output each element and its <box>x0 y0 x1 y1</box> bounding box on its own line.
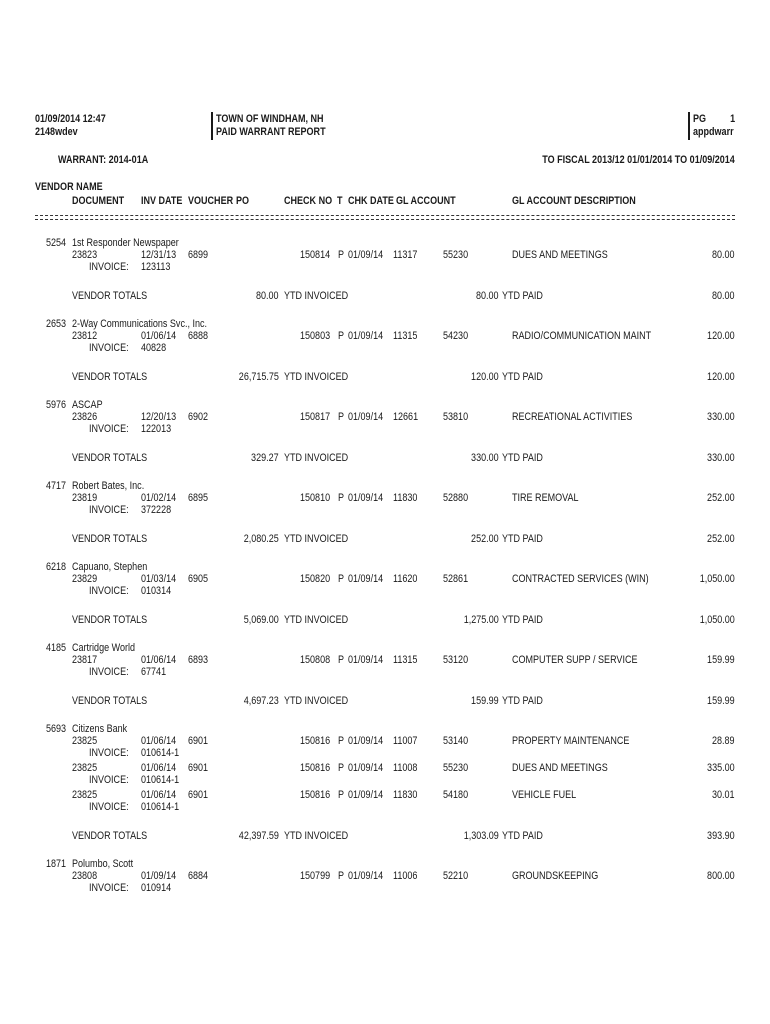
line-check-no: 150808 <box>300 654 331 666</box>
col-inv-date: INV DATE <box>141 195 183 207</box>
line-voucher: 6905 <box>188 573 209 585</box>
page-number: 1 <box>729 113 735 125</box>
ytd-paid-label: YTD PAID <box>502 371 543 383</box>
col-gl-description: GL ACCOUNT DESCRIPTION <box>512 195 636 207</box>
line-gl-account: 53120 <box>443 654 469 666</box>
line-amount: 28.89 <box>712 735 735 747</box>
line-gl-account: 52880 <box>443 492 469 504</box>
vendor-id: 5976 <box>46 399 67 411</box>
line-type: P <box>338 870 345 882</box>
invoice-number: 372228 <box>141 504 172 516</box>
invoice-number: 123113 <box>141 261 171 273</box>
line-gl-description: GROUNDSKEEPING <box>512 870 599 882</box>
line-voucher: 6893 <box>188 654 209 666</box>
program-id: appdwarr <box>693 126 734 138</box>
line-voucher: 6888 <box>188 330 209 342</box>
ytd-invoiced-label: YTD INVOICED <box>284 371 349 383</box>
line-inv-date: 01/09/14 <box>141 870 177 882</box>
col-document: DOCUMENT <box>72 195 125 207</box>
invoice-label: INVOICE: <box>89 666 129 678</box>
line-chk-date: 01/09/14 <box>348 762 384 774</box>
vendor-totals-label: VENDOR TOTALS <box>72 371 148 383</box>
line-check-no: 150816 <box>300 762 331 774</box>
line-inv-date: 01/03/14 <box>141 573 177 585</box>
line-document: 23825 <box>72 762 98 774</box>
line-document: 23823 <box>72 249 98 261</box>
ytd-invoiced-label: YTD INVOICED <box>284 695 349 707</box>
vendor-name: Polumbo, Scott <box>72 858 134 870</box>
ytd-invoiced-label: YTD INVOICED <box>284 533 349 545</box>
line-type: P <box>338 573 345 585</box>
line-document: 23817 <box>72 654 98 666</box>
line-gl-account: 53810 <box>443 411 469 423</box>
vendor-name: Robert Bates, Inc. <box>72 480 145 492</box>
line-gl-account: 55230 <box>443 762 469 774</box>
vendor-total-amount: 252.00 <box>707 533 735 545</box>
line-document: 23825 <box>72 735 98 747</box>
col-chk-date: CHK DATE <box>348 195 394 207</box>
ytd-paid-amount: 1,303.09 <box>463 830 499 842</box>
line-check-no: 150814 <box>300 249 331 261</box>
ytd-paid-amount: 1,275.00 <box>463 614 499 626</box>
line-gl-description: COMPUTER SUPP / SERVICE <box>512 654 638 666</box>
invoice-label: INVOICE: <box>89 585 129 597</box>
line-check-no: 150799 <box>300 870 331 882</box>
vendor-id: 4717 <box>46 480 67 492</box>
line-chk-extra: 11830 <box>393 789 418 801</box>
invoice-label: INVOICE: <box>89 504 129 516</box>
ytd-invoiced-amount: 4,697.23 <box>243 695 279 707</box>
line-type: P <box>338 789 345 801</box>
ytd-invoiced-amount: 42,397.59 <box>238 830 279 842</box>
line-inv-date: 12/31/13 <box>141 249 177 261</box>
vendor-id: 4185 <box>46 642 67 654</box>
invoice-label: INVOICE: <box>89 747 129 759</box>
line-amount: 30.01 <box>712 789 735 801</box>
line-amount: 1,050.00 <box>699 573 735 585</box>
invoice-number: 40828 <box>141 342 167 354</box>
ytd-invoiced-label: YTD INVOICED <box>284 830 349 842</box>
vendor-name: ASCAP <box>72 399 103 411</box>
line-voucher: 6902 <box>188 411 209 423</box>
line-check-no: 150816 <box>300 735 331 747</box>
invoice-label: INVOICE: <box>89 801 129 813</box>
line-type: P <box>338 654 345 666</box>
line-document: 23825 <box>72 789 98 801</box>
line-chk-date: 01/09/14 <box>348 573 384 585</box>
line-gl-account: 52210 <box>443 870 469 882</box>
line-amount: 330.00 <box>707 411 735 423</box>
warrant-id: WARRANT: 2014-01A <box>58 154 149 166</box>
line-amount: 80.00 <box>712 249 735 261</box>
invoice-number: 67741 <box>141 666 167 678</box>
line-gl-description: CONTRACTED SERVICES (WIN) <box>512 573 649 585</box>
vendor-name: Cartridge World <box>72 642 135 654</box>
vendor-id: 2653 <box>46 318 67 330</box>
line-gl-description: TIRE REMOVAL <box>512 492 579 504</box>
ytd-paid-label: YTD PAID <box>502 830 543 842</box>
invoice-number: 010614-1 <box>141 747 180 759</box>
ytd-invoiced-amount: 329.27 <box>251 452 279 464</box>
line-amount: 335.00 <box>707 762 735 774</box>
line-document: 23819 <box>72 492 98 504</box>
header-rule <box>35 215 735 220</box>
ytd-paid-amount: 159.99 <box>471 695 499 707</box>
line-inv-date: 01/06/14 <box>141 789 177 801</box>
vendor-id: 6218 <box>46 561 67 573</box>
header-divider-left <box>211 112 213 140</box>
line-gl-description: PROPERTY MAINTENANCE <box>512 735 630 747</box>
ytd-invoiced-amount: 5,069.00 <box>243 614 279 626</box>
vendor-id: 1871 <box>46 858 67 870</box>
vendor-total-amount: 159.99 <box>707 695 735 707</box>
line-document: 23812 <box>72 330 98 342</box>
col-check-no: CHECK NO <box>284 195 333 207</box>
line-chk-extra: 11006 <box>393 870 418 882</box>
page-label: PG <box>693 113 707 125</box>
invoice-label: INVOICE: <box>89 423 129 435</box>
line-chk-extra: 11315 <box>393 330 418 342</box>
ytd-invoiced-amount: 80.00 <box>256 290 279 302</box>
line-document: 23808 <box>72 870 98 882</box>
line-document: 23826 <box>72 411 98 423</box>
line-gl-account: 55230 <box>443 249 469 261</box>
col-voucher: VOUCHER <box>188 195 234 207</box>
line-chk-date: 01/09/14 <box>348 249 384 261</box>
invoice-number: 010614-1 <box>141 774 180 786</box>
line-chk-date: 01/09/14 <box>348 870 384 882</box>
vendor-total-amount: 330.00 <box>707 452 735 464</box>
line-check-no: 150803 <box>300 330 331 342</box>
invoice-label: INVOICE: <box>89 261 129 273</box>
line-gl-description: DUES AND MEETINGS <box>512 762 608 774</box>
vendor-id: 5254 <box>46 237 67 249</box>
vendor-totals-label: VENDOR TOTALS <box>72 452 148 464</box>
line-chk-date: 01/09/14 <box>348 411 384 423</box>
line-inv-date: 01/06/14 <box>141 762 177 774</box>
vendor-name: Capuano, Stephen <box>72 561 148 573</box>
line-chk-date: 01/09/14 <box>348 492 384 504</box>
line-chk-date: 01/09/14 <box>348 789 384 801</box>
line-inv-date: 01/02/14 <box>141 492 177 504</box>
vendor-total-amount: 1,050.00 <box>699 614 735 626</box>
line-inv-date: 01/06/14 <box>141 735 177 747</box>
line-type: P <box>338 762 345 774</box>
report-user: 2148wdev <box>35 126 78 138</box>
line-gl-account: 53140 <box>443 735 469 747</box>
ytd-invoiced-amount: 2,080.25 <box>243 533 279 545</box>
line-inv-date: 12/20/13 <box>141 411 177 423</box>
ytd-paid-amount: 120.00 <box>471 371 499 383</box>
line-gl-description: DUES AND MEETINGS <box>512 249 608 261</box>
line-inv-date: 01/06/14 <box>141 330 177 342</box>
ytd-paid-label: YTD PAID <box>502 290 543 302</box>
ytd-paid-label: YTD PAID <box>502 452 543 464</box>
line-document: 23829 <box>72 573 98 585</box>
ytd-paid-label: YTD PAID <box>502 614 543 626</box>
line-chk-date: 01/09/14 <box>348 735 384 747</box>
line-chk-date: 01/09/14 <box>348 330 384 342</box>
line-chk-extra: 11315 <box>393 654 418 666</box>
line-check-no: 150820 <box>300 573 331 585</box>
line-chk-extra: 12661 <box>393 411 419 423</box>
vendor-totals-label: VENDOR TOTALS <box>72 830 148 842</box>
line-voucher: 6901 <box>188 762 209 774</box>
line-chk-extra: 11620 <box>393 573 418 585</box>
ytd-invoiced-amount: 26,715.75 <box>238 371 279 383</box>
line-inv-date: 01/06/14 <box>141 654 177 666</box>
line-check-no: 150810 <box>300 492 331 504</box>
line-amount: 159.99 <box>707 654 735 666</box>
line-chk-extra: 11008 <box>393 762 418 774</box>
report-title: PAID WARRANT REPORT <box>216 126 326 138</box>
report-datetime: 01/09/2014 12:47 <box>35 113 106 125</box>
invoice-number: 122013 <box>141 423 172 435</box>
vendor-total-amount: 393.90 <box>707 830 735 842</box>
col-t: T <box>337 195 343 207</box>
line-type: P <box>338 735 345 747</box>
ytd-invoiced-label: YTD INVOICED <box>284 614 349 626</box>
invoice-number: 010614-1 <box>141 801 180 813</box>
line-voucher: 6884 <box>188 870 209 882</box>
line-type: P <box>338 411 345 423</box>
line-chk-date: 01/09/14 <box>348 654 384 666</box>
line-voucher: 6899 <box>188 249 209 261</box>
line-chk-extra: 11830 <box>393 492 418 504</box>
line-voucher: 6901 <box>188 735 209 747</box>
line-amount: 252.00 <box>707 492 735 504</box>
invoice-label: INVOICE: <box>89 342 129 354</box>
col-vendor-name: VENDOR NAME <box>35 181 103 193</box>
line-amount: 800.00 <box>707 870 735 882</box>
line-type: P <box>338 330 345 342</box>
vendor-total-amount: 120.00 <box>707 371 735 383</box>
town-name: TOWN OF WINDHAM, NH <box>216 113 324 125</box>
line-amount: 120.00 <box>707 330 735 342</box>
line-voucher: 6895 <box>188 492 209 504</box>
line-gl-description: VEHICLE FUEL <box>512 789 577 801</box>
ytd-paid-label: YTD PAID <box>502 695 543 707</box>
ytd-paid-amount: 80.00 <box>476 290 499 302</box>
header-divider-right <box>688 112 690 140</box>
line-chk-extra: 11007 <box>393 735 418 747</box>
col-po: PO <box>236 195 250 207</box>
vendor-totals-label: VENDOR TOTALS <box>72 290 148 302</box>
ytd-invoiced-label: YTD INVOICED <box>284 290 349 302</box>
line-check-no: 150816 <box>300 789 331 801</box>
vendor-id: 5693 <box>46 723 67 735</box>
line-type: P <box>338 249 345 261</box>
line-gl-account: 52861 <box>443 573 469 585</box>
vendor-totals-label: VENDOR TOTALS <box>72 533 148 545</box>
invoice-label: INVOICE: <box>89 882 129 894</box>
invoice-label: INVOICE: <box>89 774 129 786</box>
vendor-name: 1st Responder Newspaper <box>72 237 179 249</box>
invoice-number: 010914 <box>141 882 172 894</box>
fiscal-range: TO FISCAL 2013/12 01/01/2014 TO 01/09/2014 <box>542 154 735 166</box>
line-gl-description: RECREATIONAL ACTIVITIES <box>512 411 633 423</box>
line-chk-extra: 11317 <box>393 249 418 261</box>
line-voucher: 6901 <box>188 789 209 801</box>
line-gl-account: 54230 <box>443 330 469 342</box>
vendor-totals-label: VENDOR TOTALS <box>72 695 148 707</box>
ytd-paid-amount: 330.00 <box>471 452 499 464</box>
ytd-invoiced-label: YTD INVOICED <box>284 452 349 464</box>
line-type: P <box>338 492 345 504</box>
vendor-total-amount: 80.00 <box>712 290 735 302</box>
line-gl-description: RADIO/COMMUNICATION MAINT <box>512 330 652 342</box>
line-gl-account: 54180 <box>443 789 469 801</box>
vendor-name: Citizens Bank <box>72 723 128 735</box>
line-check-no: 150817 <box>300 411 331 423</box>
ytd-paid-label: YTD PAID <box>502 533 543 545</box>
col-gl-account: GL ACCOUNT <box>396 195 456 207</box>
vendor-name: 2-Way Communications Svc., Inc. <box>72 318 208 330</box>
ytd-paid-amount: 252.00 <box>471 533 499 545</box>
invoice-number: 010314 <box>141 585 172 597</box>
vendor-totals-label: VENDOR TOTALS <box>72 614 148 626</box>
